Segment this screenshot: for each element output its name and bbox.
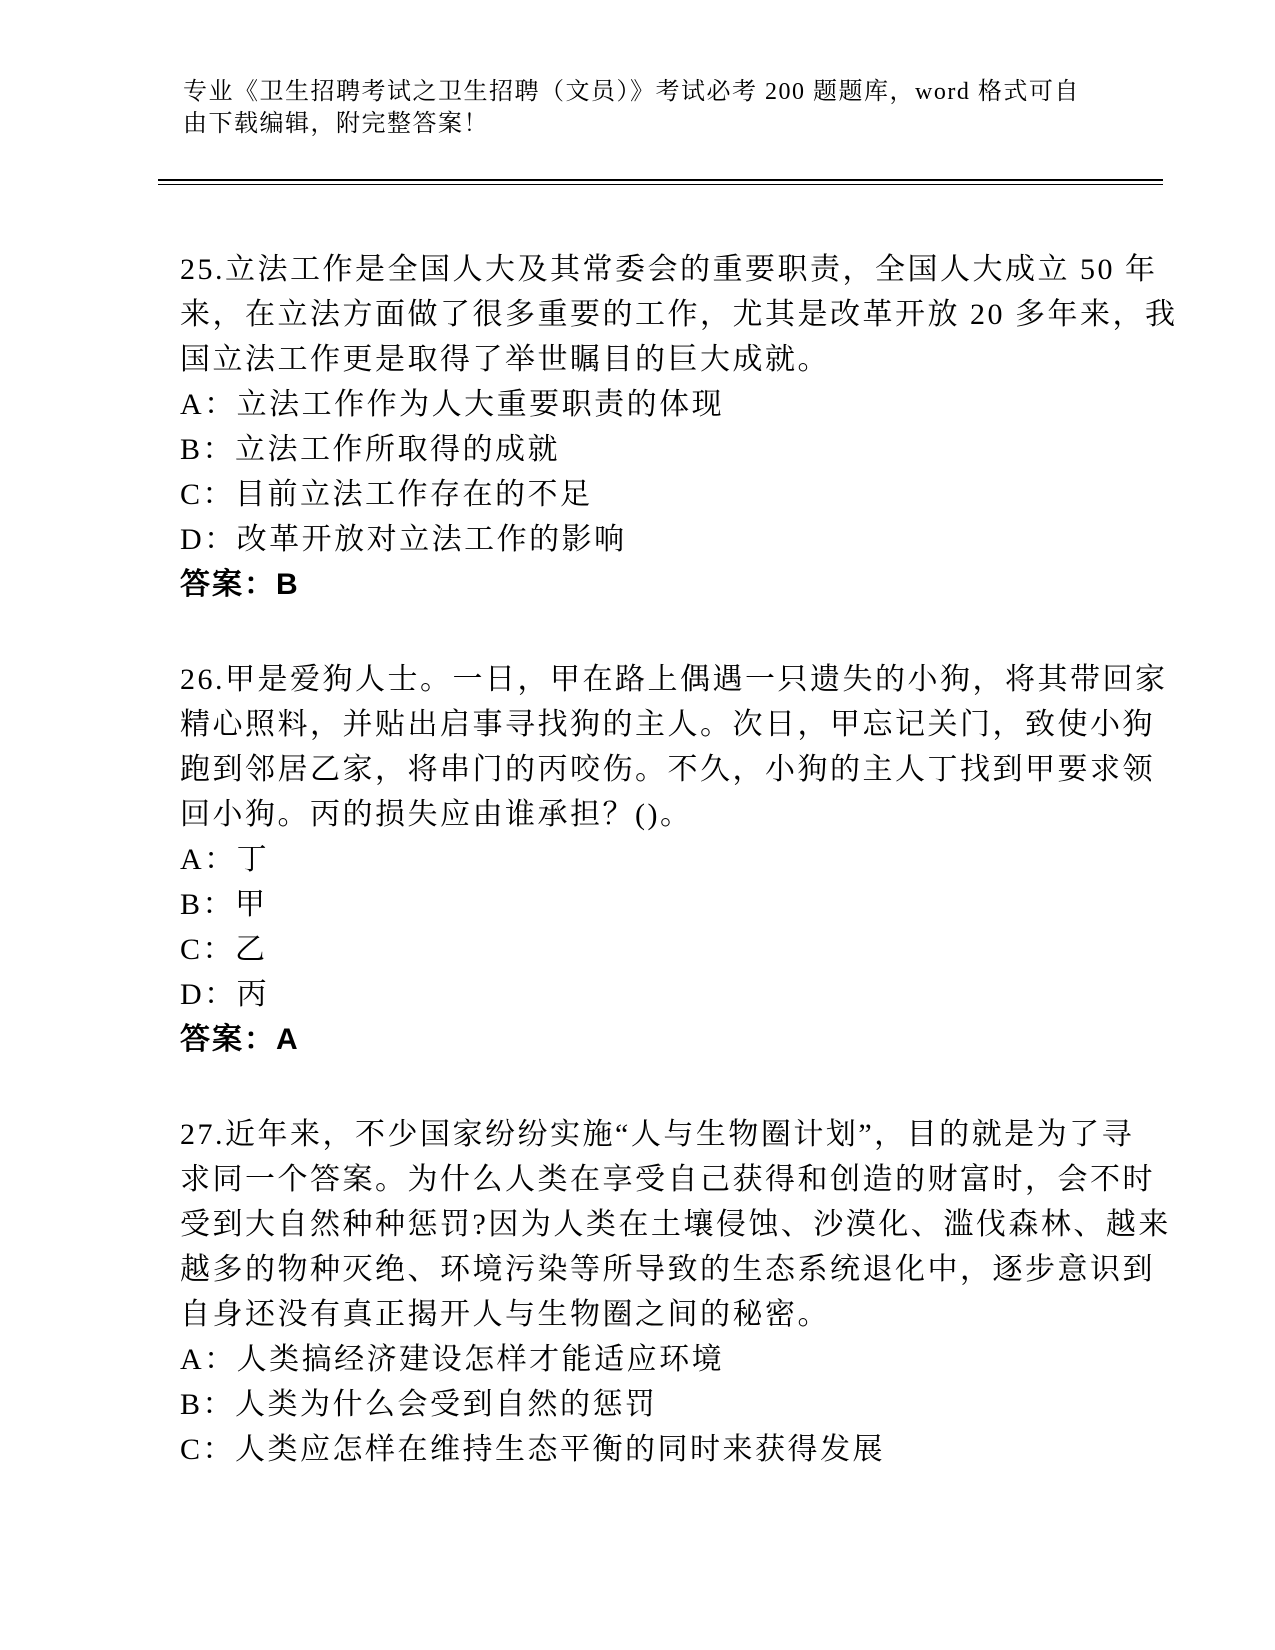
question-25-option-b: B：立法工作所取得的成就 [180, 433, 561, 466]
question-25-option-d: D：改革开放对立法工作的影响 [180, 523, 627, 556]
question-25-text-line: 来，在立法方面做了很多重要的工作，尤其是改革开放 20 多年来，我 [180, 298, 1178, 331]
header-line-1: 专业《卫生招聘考试之卫生招聘（文员）》考试必考 200 题题库，word 格式可自 [183, 79, 1080, 105]
question-27-text-line: 27.近年来，不少国家纷纷实施“人与生物圈计划”，目的就是为了寻 [180, 1118, 1135, 1151]
page-header [183, 76, 1083, 140]
question-26-text-line: 跑到邻居乙家，将串门的丙咬伤。不久，小狗的主人丁找到甲要求领 [180, 753, 1155, 786]
question-25-answer: 答案：B [180, 568, 300, 601]
question-26-option-b: B：甲 [180, 888, 268, 921]
question-26-text-line: 回小狗。丙的损失应由谁承担？()。 [180, 798, 693, 831]
questions-content [180, 247, 1178, 1472]
header-line-2: 由下载编辑，附完整答案！ [183, 111, 489, 137]
question-27-option-a: A：人类搞经济建设怎样才能适应环境 [180, 1343, 725, 1376]
question-26-option-c: C：乙 [180, 933, 268, 966]
question-27-text-line: 受到大自然种种惩罚?因为人类在土壤侵蚀、沙漠化、滥伐森林、越来 [180, 1208, 1171, 1241]
question-26-option-d: D：丙 [180, 978, 270, 1011]
question-25-option-a: A：立法工作作为人大重要职责的体现 [180, 388, 725, 421]
question-26-block [180, 657, 1168, 1062]
question-27-option-b: B：人类为什么会受到自然的惩罚 [180, 1388, 658, 1421]
question-25-text-line: 25.立法工作是全国人大及其常委会的重要职责，全国人大成立 50 年 [180, 253, 1158, 286]
question-27-block [180, 1112, 1171, 1472]
question-26-text-line: 26.甲是爱狗人士。一日，甲在路上偶遇一只遗失的小狗，将其带回家 [180, 663, 1168, 696]
question-25-block [180, 247, 1178, 607]
question-27-text-line: 求同一个答案。为什么人类在享受自己获得和创造的财富时，会不时 [180, 1163, 1155, 1196]
question-27-text-line: 自身还没有真正揭开人与生物圈之间的秘密。 [180, 1298, 830, 1331]
question-26-option-a: A：丁 [180, 843, 270, 876]
header-divider-double-rule [158, 179, 1163, 185]
question-27-option-c: C：人类应怎样在维持生态平衡的同时来获得发展 [180, 1433, 886, 1466]
question-25-text-line: 国立法工作更是取得了举世瞩目的巨大成就。 [180, 343, 830, 376]
question-26-answer: 答案：A [180, 1023, 300, 1056]
question-27-text-line: 越多的物种灭绝、环境污染等所导致的生态系统退化中，逐步意识到 [180, 1253, 1155, 1286]
question-26-text-line: 精心照料，并贴出启事寻找狗的主人。次日，甲忘记关门，致使小狗 [180, 708, 1155, 741]
question-25-option-c: C：目前立法工作存在的不足 [180, 478, 593, 511]
